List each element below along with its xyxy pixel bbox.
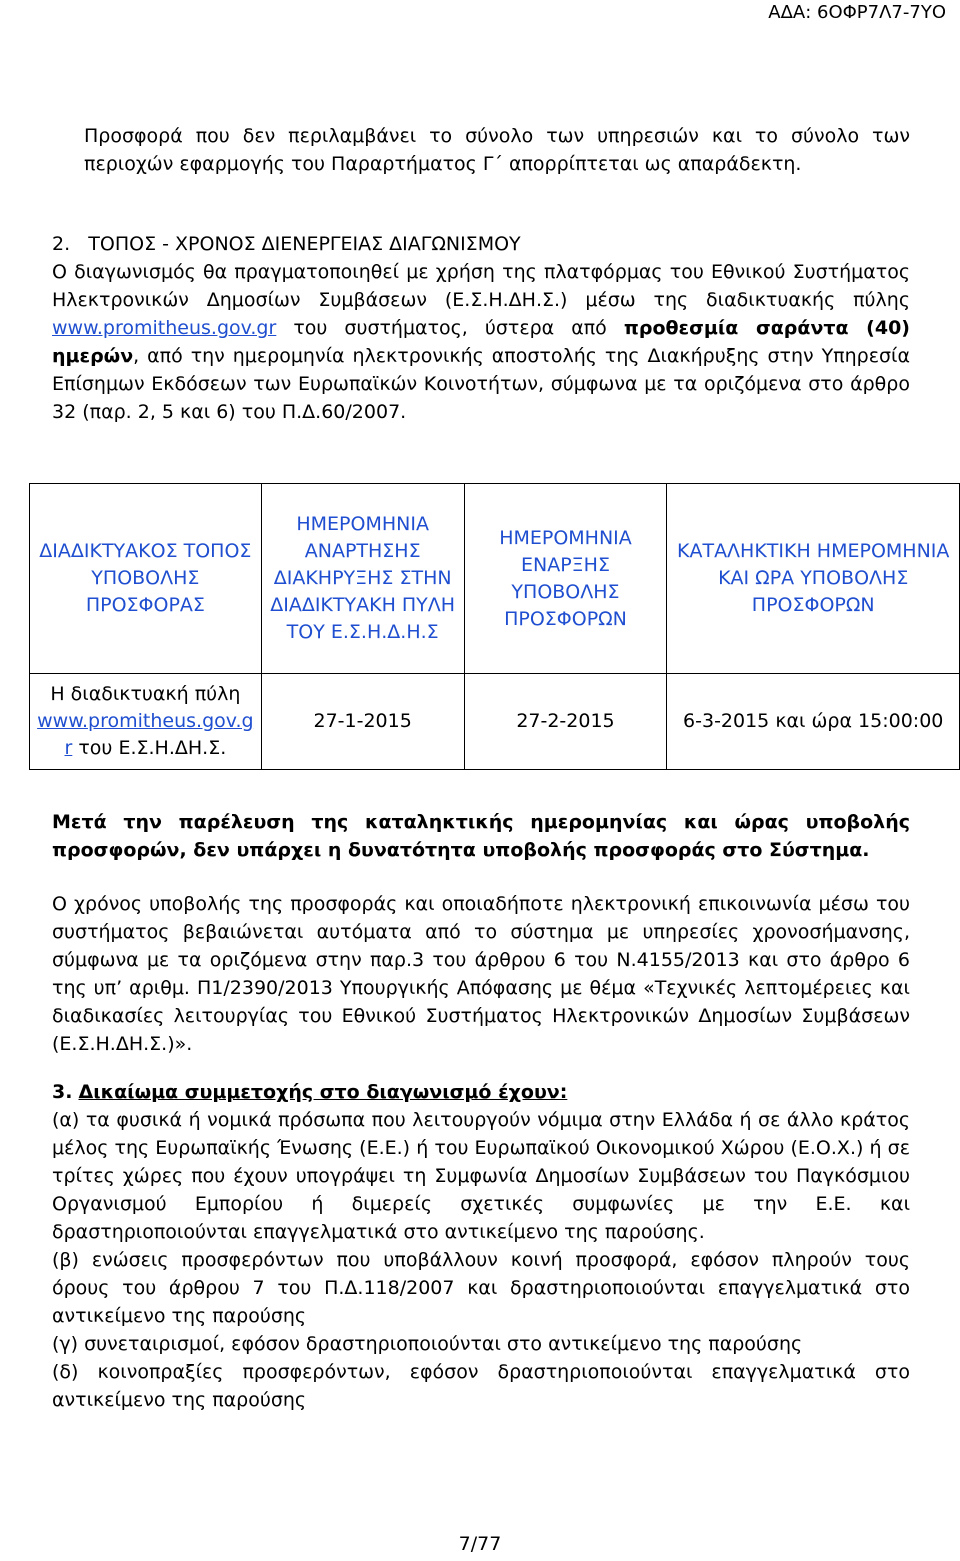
page-number: 7/77 (458, 1533, 502, 1555)
text: , από την ημερομηνία ηλεκτρονικής αποστολής της Διακήρυξης στην Υπηρεσία Επίσημων Εκδόσεων των Ευρωπαϊκών Κοινοτήτων, σύμφωνα με τα οριζόμενα στο άρθρο 32 (παρ. 2, 5 και 6) του Π.Δ.60/2007. (52, 345, 910, 423)
cell-start-date: 27-2-2015 (464, 674, 667, 770)
schedule-table (29, 483, 960, 770)
section-3 (52, 1078, 910, 1414)
section-3-title: Δικαίωμα συμμετοχής στο διαγωνισμό έχουν: (78, 1081, 568, 1103)
table-header-row (30, 484, 960, 674)
intro-paragraph: Προσφορά που δεν περιλαμβάνει το σύνολο των υπηρεσιών και το σύνολο των περιοχών εφαρμογής του Παραρτήματος Γ΄ απορρίπτεται ως απαράδεκτη. (84, 125, 910, 175)
text: του συστήματος, ύστερα από (276, 317, 624, 339)
header-start-date: ΗΜΕΡΟΜΗΝΙΑ ΕΝΑΡΞΗΣ ΥΠΟΒΟΛΗΣ ΠΡΟΣΦΟΡΩΝ (464, 484, 667, 674)
section-2-heading (52, 230, 521, 258)
section-2-number: 2. (52, 233, 71, 255)
list-item: (γ) συνεταιρισμοί, εφόσον δραστηριοποιούνται στο αντικείμενο της παρούσης (52, 1333, 803, 1355)
cell-deadline: 6-3-2015 και ώρα 15:00:00 (667, 674, 960, 770)
header-deadline: ΚΑΤΑΛΗΚΤΙΚΗ ΗΜΕΡΟΜΗΝΙΑ ΚΑΙ ΩΡΑ ΥΠΟΒΟΛΗΣ ΠΡΟΣΦΟΡΩΝ (667, 484, 960, 674)
timestamp-paragraph: Ο χρόνος υποβολής της προσφοράς και οποιαδήποτε ηλεκτρονική επικοινωνία μέσω του συστήματος βεβαιώνεται αυτόματα από το σύστημα με υπηρεσίες χρονοσήμανσης, σύμφωνα με τα οριζόμενα στην παρ.3 του άρθρου 6 του Ν.4155/2013 και στο άρθρο 6 της υπ’ αριθμ. Π1/2390/2013 Υπουργικής Απόφασης με θέμα «Τεχνικές λεπτομέρειες και διαδικασίες λειτουργίας του Εθνικού Συστήματος Ηλεκτρονικών Δημοσίων Συμβάσεων (Ε.Σ.Η.ΔΗ.Σ.)». (52, 893, 910, 1055)
text: Ο διαγωνισμός θα πραγματοποιηθεί με χρήση της πλατφόρμας του Εθνικού Συστήματος Ηλεκτρονικών Δημοσίων Συμβάσεων (Ε.Σ.Η.ΔΗ.Σ.) μέσω της διαδικτυακής πύλης (52, 261, 910, 311)
header-site: ΔΙΑΔΙΚΤΥΑΚΟΣ ΤΟΠΟΣ ΥΠΟΒΟΛΗΣ ΠΡΟΣΦΟΡΑΣ (30, 484, 262, 674)
cell-portal (30, 674, 262, 770)
section-2-title: ΤΟΠΟΣ - ΧΡΟΝΟΣ ΔΙΕΝΕΡΓΕΙΑΣ ΔΙΑΓΩΝΙΣΜΟΥ (88, 233, 521, 255)
list-item: (δ) κοινοπραξίες προσφερόντων, εφόσον δραστηριοποιούνται επαγγελματικά στο αντικείμενο της παρούσης (52, 1361, 910, 1411)
promitheus-link[interactable]: www.promitheus.gov.gr (52, 317, 277, 339)
text: Η διαδικτυακή πύλη (50, 683, 241, 705)
portal-link[interactable]: www.promitheus.gov.gr (37, 710, 254, 759)
list-item: (β) ενώσεις προσφερόντων που υποβάλλουν κοινή προσφορά, εφόσον πληρούν τους όρους του άρθρου 7 του Π.Δ.118/2007 και δραστηριοποιούνται επαγγελματικά στο αντικείμενο της παρούσης (52, 1249, 910, 1327)
deadline-bold: προθεσμία σαράντα (40) ημερών (52, 317, 910, 367)
header-publish-date: ΗΜΕΡΟΜΗΝΙΑ ΑΝΑΡΤΗΣΗΣ ΔΙΑΚΗΡΥΞΗΣ ΣΤΗΝ ΔΙΑΔΙΚΤΥΑΚΗ ΠΥΛΗ ΤΟΥ Ε.Σ.Η.Δ.Η.Σ (261, 484, 464, 674)
section-3-number: 3. (52, 1081, 73, 1103)
cell-publish-date: 27-1-2015 (261, 674, 464, 770)
section-2-paragraph (52, 258, 910, 426)
ada-code: ΑΔΑ: 6ΟΦΡ7Λ7-7ΥΟ (768, 2, 946, 23)
text: του Ε.Σ.Η.ΔΗ.Σ. (78, 737, 227, 759)
table-row (30, 674, 960, 770)
section-3-heading (52, 1078, 910, 1106)
deadline-note: Μετά την παρέλευση της καταληκτικής ημερομηνίας και ώρας υποβολής προσφορών, δεν υπάρχει η δυνατότητα υποβολής προσφοράς στο Σύστημα. (52, 811, 910, 861)
list-item: (α) τα φυσικά ή νομικά πρόσωπα που λειτουργούν νόμιμα στην Ελλάδα ή σε άλλο κράτος μέλος της Ευρωπαϊκής Ένωσης (Ε.Ε.) ή του Ευρωπαϊκού Οικονομικού Χώρου (Ε.Ο.Χ.) ή σε τρίτες χώρες που έχουν υπογράψει τη Συμφωνία Δημοσίων Συμβάσεων του Παγκόσμιου Οργανισμού Εμπορίου ή διμερείς σχετικές συμφωνίες με την Ε.Ε. και δραστηριοποιούνται επαγγελματικά στο αντικείμενο της παρούσης. (52, 1109, 910, 1243)
